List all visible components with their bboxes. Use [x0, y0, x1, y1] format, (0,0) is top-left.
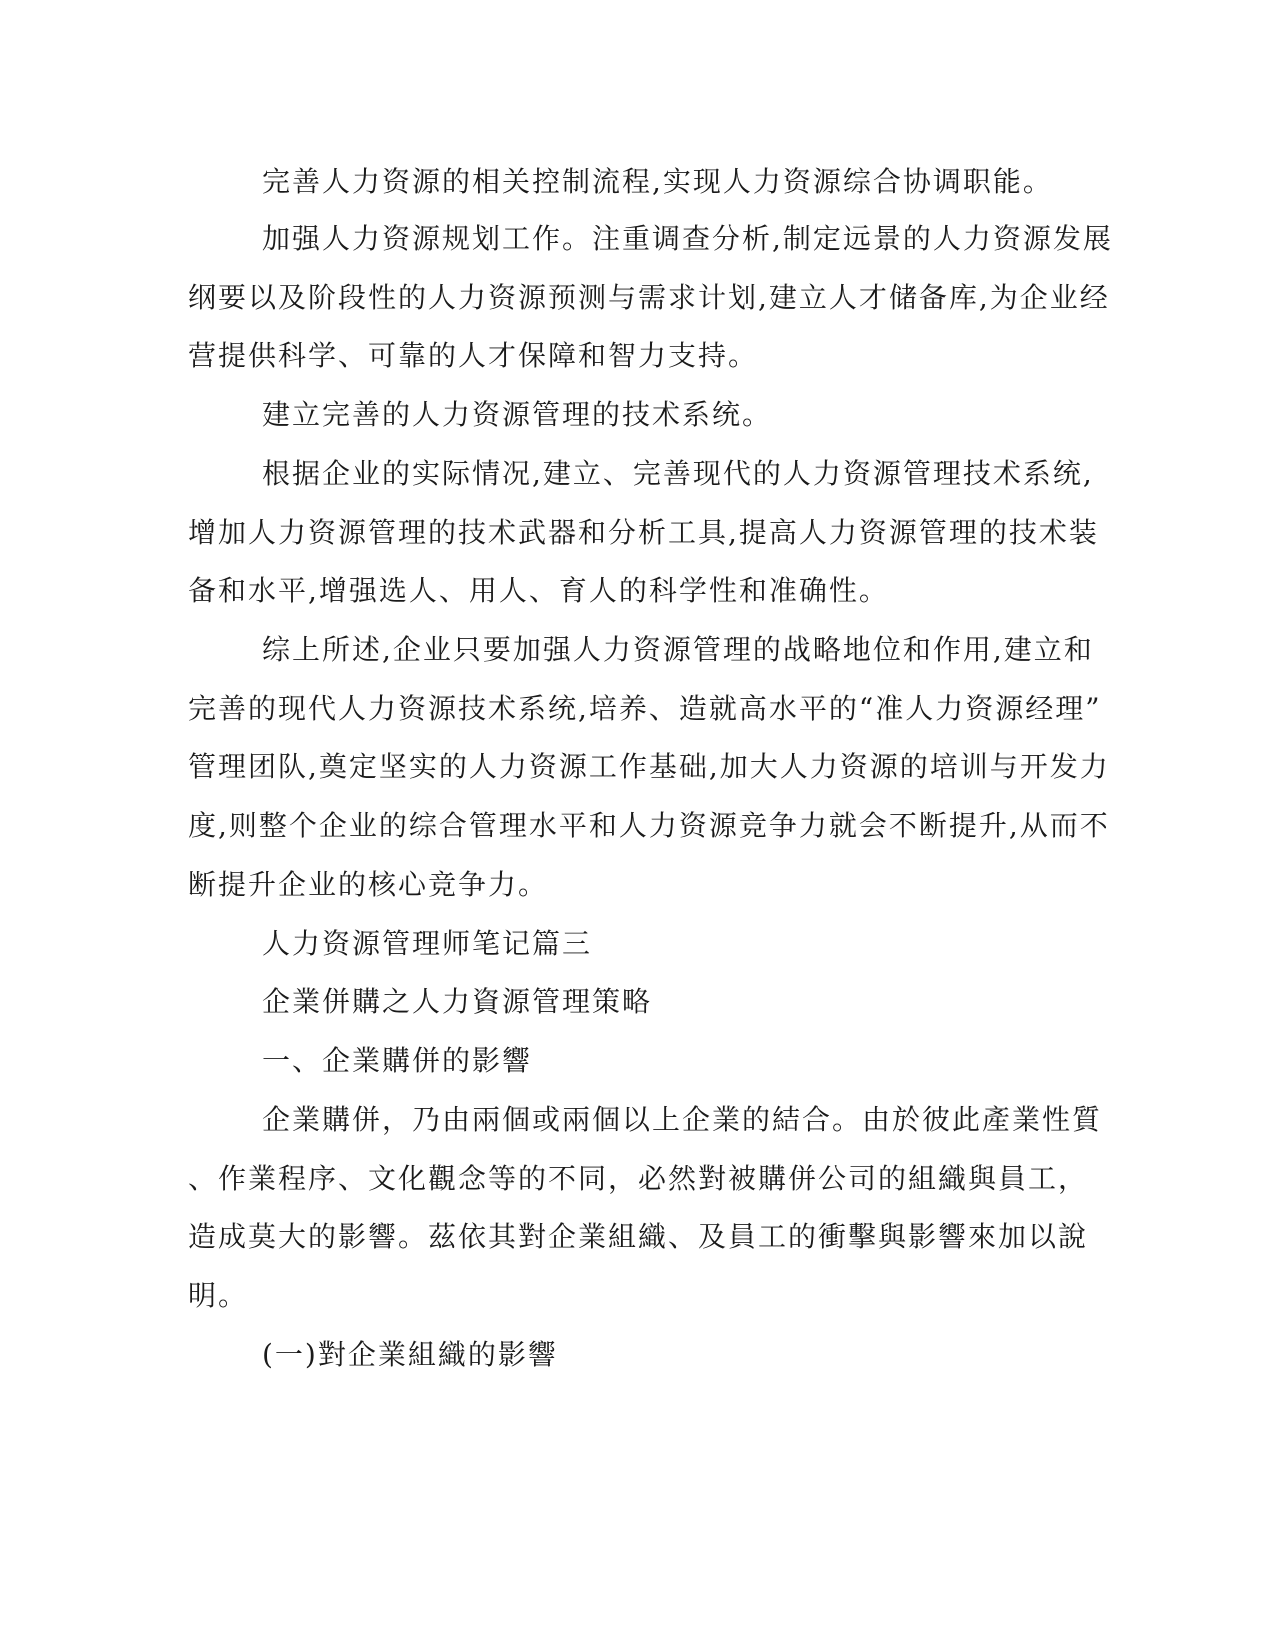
- paragraph-line: 营提供科学、可靠的人才保障和智力支持。: [188, 339, 759, 372]
- paragraph-line: 完善的现代人力资源技术系统,培养、造就高水平的“准人力资源经理”: [188, 692, 1102, 725]
- article-title: 企業併購之人力資源管理策略: [262, 985, 653, 1018]
- paragraph-line: 加强人力资源规划工作。注重调查分析,制定远景的人力资源发展: [262, 222, 1113, 255]
- paragraph-line: 断提升企业的核心竞争力。: [188, 868, 549, 901]
- subsection-heading: (一)對企業組織的影響: [262, 1338, 558, 1371]
- paragraph-line: 管理团队,奠定坚实的人力资源工作基础,加大人力资源的培训与开发力: [188, 750, 1110, 783]
- paragraph-line: 、作業程序、文化觀念等的不同，必然對被購併公司的組織與員工，: [188, 1162, 1089, 1195]
- paragraph-line: 完善人力资源的相关控制流程,实现人力资源综合协调职能。: [262, 165, 1053, 198]
- paragraph-line: 根据企业的实际情况,建立、完善现代的人力资源管理技术系统,: [262, 457, 1094, 490]
- paragraph-line: 增加人力资源管理的技术武器和分析工具,提高人力资源管理的技术装: [188, 516, 1099, 549]
- subsection-heading: 一、企業購併的影響: [262, 1044, 533, 1077]
- paragraph-line: 纲要以及阶段性的人力资源预测与需求计划,建立人才储备库,为企业经: [188, 281, 1110, 314]
- paragraph-line: 明。: [188, 1279, 249, 1312]
- paragraph-line: 造成莫大的影響。茲依其對企業組織、及員工的衝擊與影響來加以說: [188, 1220, 1089, 1253]
- paragraph-line: 备和水平,增强选人、用人、育人的科学性和准确性。: [188, 574, 889, 607]
- paragraph-line: 企業購併，乃由兩個或兩個以上企業的結合。由於彼此產業性質: [262, 1103, 1103, 1136]
- paragraph-line: 度,则整个企业的综合管理水平和人力资源竞争力就会不断提升,从而不: [188, 809, 1110, 842]
- paragraph-line: 建立完善的人力资源管理的技术系统。: [262, 398, 773, 431]
- section-heading: 人力资源管理师笔记篇三: [262, 927, 593, 960]
- paragraph-line: 综上所述,企业只要加强人力资源管理的战略地位和作用,建立和: [262, 633, 1094, 666]
